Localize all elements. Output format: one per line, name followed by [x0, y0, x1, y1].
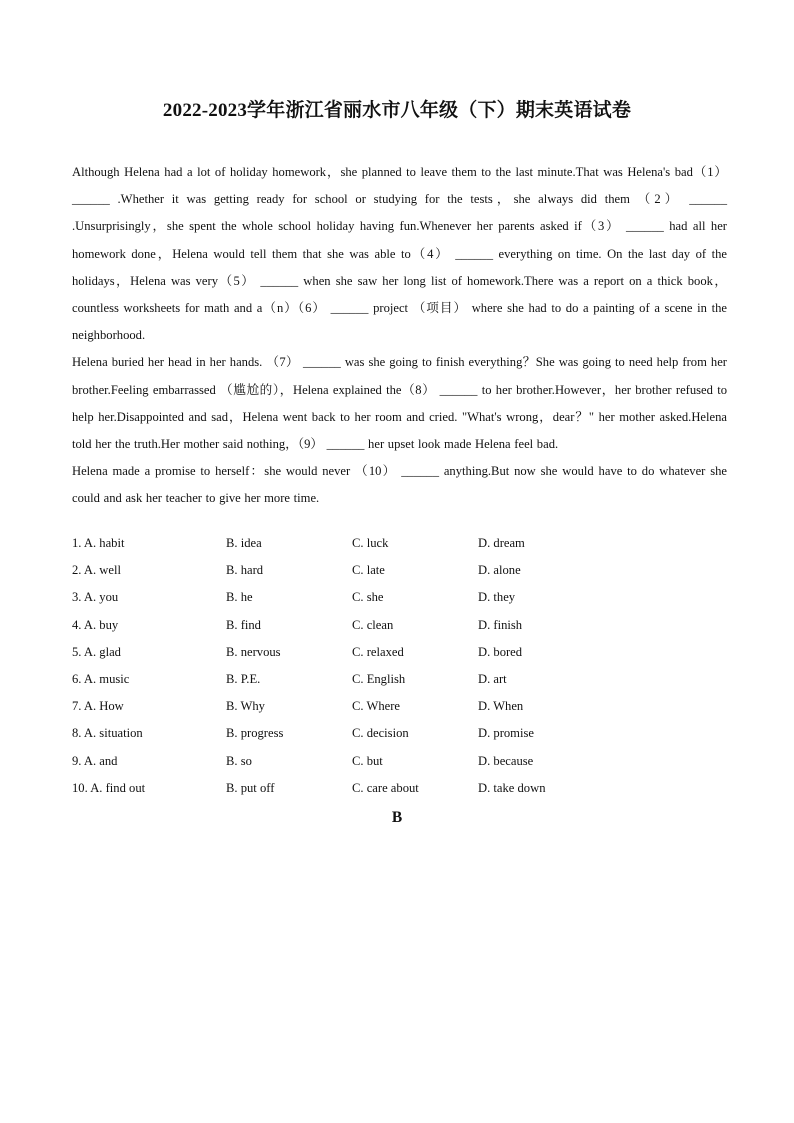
option-a: 5. A. glad	[72, 644, 121, 659]
option-a: 9. A. and	[72, 753, 118, 768]
option-b: B. find	[226, 617, 261, 632]
option-b: B. he	[226, 590, 253, 605]
question-row-10	[72, 775, 727, 802]
option-b: B. nervous	[226, 644, 281, 659]
option-b: B. Why	[226, 699, 265, 714]
option-c: C. late	[352, 563, 385, 578]
option-d: D. When	[478, 699, 524, 714]
option-a: 1. A. habit	[72, 536, 125, 550]
option-c: C. English	[352, 671, 406, 686]
option-d: D. promise	[478, 726, 534, 741]
question-row-4	[72, 612, 727, 639]
option-c: C. she	[352, 590, 384, 605]
option-b: B. idea	[226, 536, 262, 550]
question-row-6	[72, 666, 727, 693]
option-a: 4. A. buy	[72, 617, 119, 632]
option-d: D. finish	[478, 617, 523, 632]
option-d: D. dream	[478, 536, 525, 550]
question-row-9	[72, 748, 727, 775]
option-d: D. take down	[478, 780, 546, 795]
option-a: 7. A. How	[72, 699, 124, 714]
option-b: B. progress	[226, 726, 284, 741]
answer-options	[72, 530, 727, 802]
option-a: 10. A. find out	[72, 780, 146, 795]
option-c: C. luck	[352, 536, 389, 550]
option-d: D. bored	[478, 644, 523, 659]
option-a: 2. A. well	[72, 563, 121, 578]
option-b: B. P.E.	[226, 671, 261, 686]
option-d: D. alone	[478, 563, 521, 578]
question-row-2	[72, 557, 727, 584]
reading-passage	[72, 159, 727, 513]
option-b: B. hard	[226, 563, 264, 578]
option-c: C. clean	[352, 617, 394, 632]
section-b-heading: B	[391, 809, 403, 826]
option-d: D. they	[478, 590, 516, 605]
question-row-7	[72, 693, 727, 720]
question-row-5	[72, 639, 727, 666]
question-row-1	[72, 530, 727, 557]
option-c: C. care about	[352, 780, 419, 795]
passage-paragraph-3: Helena made a promise to herself：she would never （10） ______ anything.But now she would have to do whatever she could and ask her teacher to give her more time.	[72, 464, 727, 506]
option-b: B. put off	[226, 780, 275, 795]
option-c: C. but	[352, 753, 383, 768]
option-a: 6. A. music	[72, 671, 130, 686]
passage-paragraph-1: Although Helena had a lot of holiday homework，she planned to leave them to the last minute.That was Helena's bad（1） ______ .Whether it was getting ready for school or studying for the tests，she always did them （2） ______ .Unsurprisingly，she spent the whole school holiday having fun.Whenever her parents asked if（3） ______ had all her homework done，Helena would tell them that she was able to（4） ______ everything on time. On the last day of the holidays，Helena was very（5） ______ when she saw her long list of homework.There was a report on a thick book，countless worksheets for math and a（n）（6） ______ project （项目） where she had to do a painting of a scene in the neighborhood.	[72, 165, 727, 343]
option-c: C. decision	[352, 726, 409, 741]
option-d: D. art	[478, 671, 507, 686]
option-c: C. Where	[352, 699, 401, 714]
option-a: 8. A. situation	[72, 726, 143, 741]
passage-paragraph-2: Helena buried her head in her hands. （7） ______ was she going to finish everything？She was going to need help from her brother.Feeling embarrassed （尴尬的），Helena explained the（8） ______ to her brother.However，her brother refused to help her.Disappointed and sad，Helena went back to her room and cried. "What's wrong，dear？" her mother asked.Helena told her the truth.Her mother said nothing，（9） ______ her upset look made Helena feel bad.	[72, 355, 727, 452]
question-row-8	[72, 720, 727, 747]
option-b: B. so	[226, 753, 252, 768]
question-row-3	[72, 584, 727, 611]
option-a: 3. A. you	[72, 590, 119, 605]
option-c: C. relaxed	[352, 644, 404, 659]
option-d: D. because	[478, 753, 534, 768]
page-title: 2022-2023学年浙江省丽水市八年级（下）期末英语试卷	[162, 100, 632, 121]
